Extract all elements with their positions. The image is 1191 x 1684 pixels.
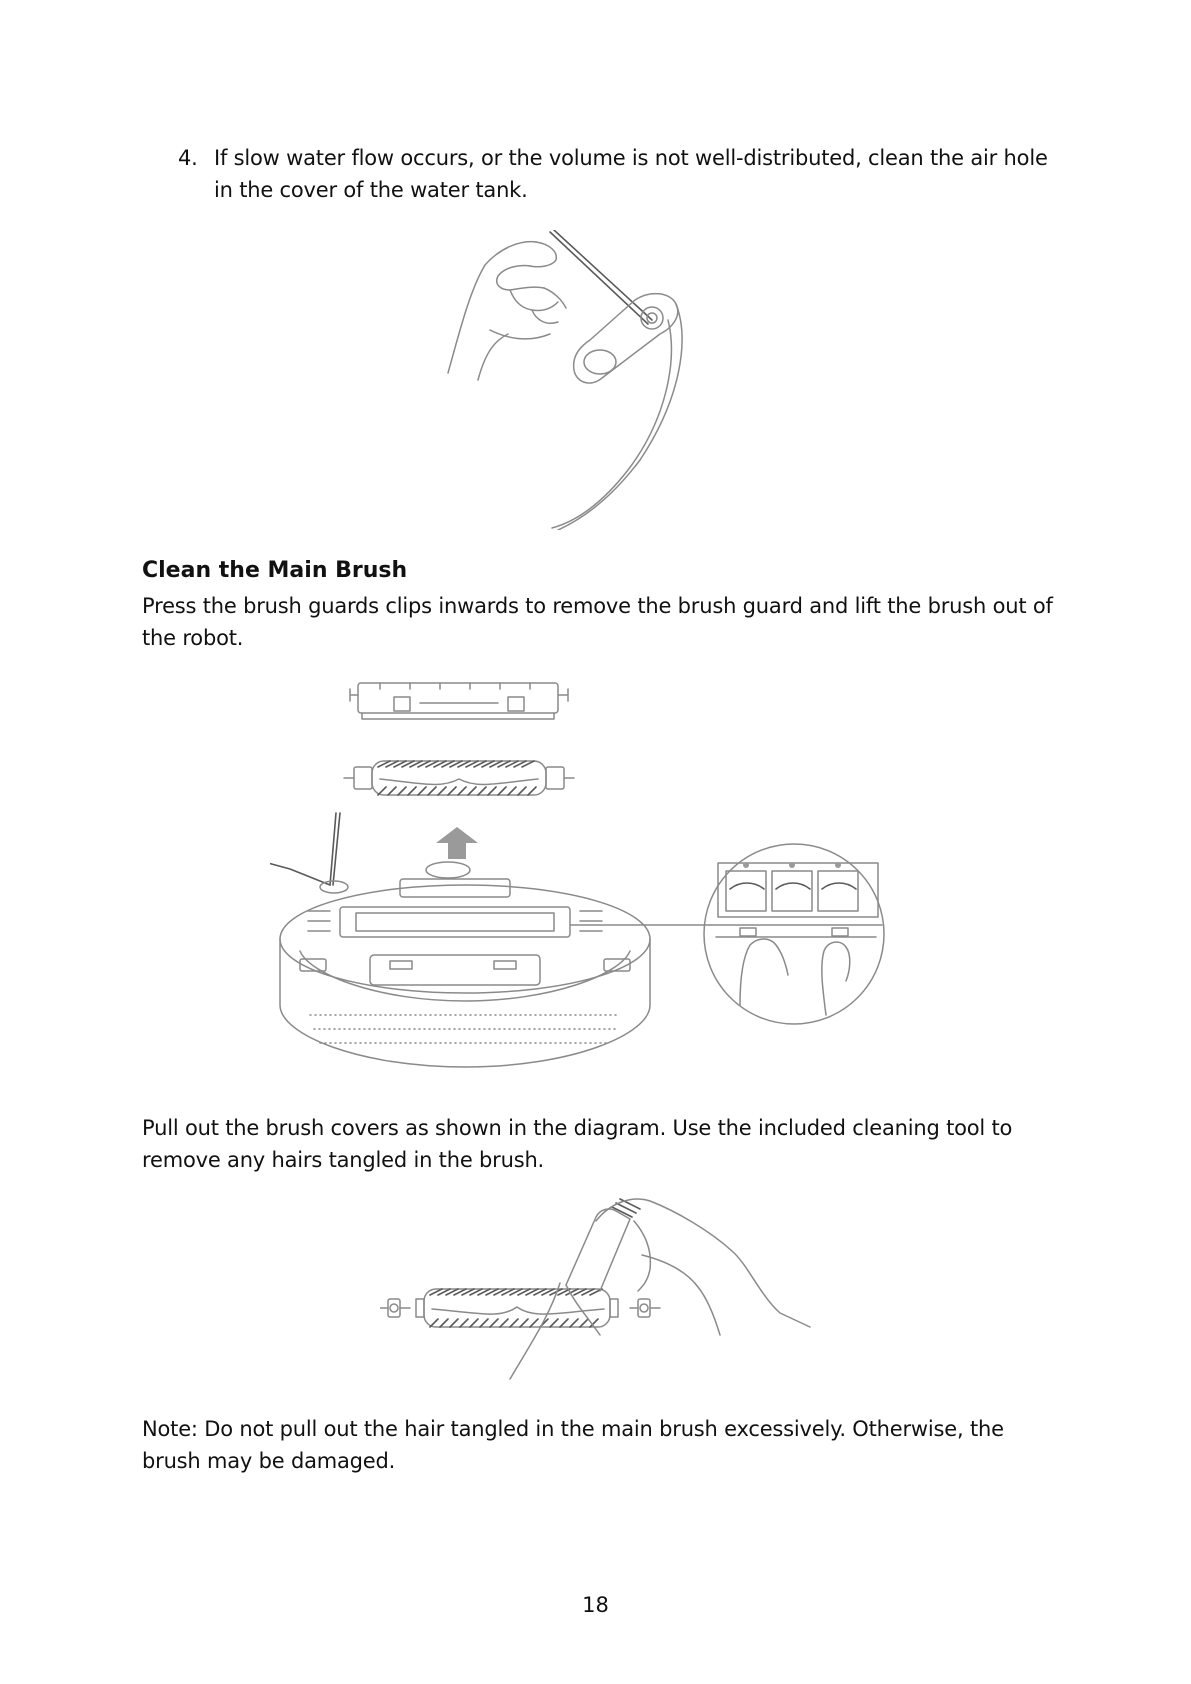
robot-underside-drawing — [270, 813, 710, 1067]
step-text: If slow water flow occurs, or the volume is not well-distributed, clean the air hole in the cover of the water tank. — [214, 146, 1048, 202]
clip-zoom-drawing — [704, 844, 884, 1024]
section-heading: Clean the Main Brush — [142, 558, 408, 583]
brush-guard-drawing — [350, 683, 568, 719]
brush-cleaning-illustration — [380, 1195, 820, 1385]
section-intro: Press the brush guards clips inwards to remove the brush guard and lift the brush out of the robot. — [142, 594, 1053, 650]
step-number: 4. — [178, 146, 198, 170]
main-brush-drawing — [344, 761, 574, 795]
brush-removal-illustration — [270, 675, 910, 1085]
tank-cleaning-illustration — [440, 230, 700, 530]
brush-cleaning-instruction: Pull out the brush covers as shown in the diagram. Use the included cleaning tool to remove any hairs tangled in the brush. — [142, 1116, 1013, 1172]
page-number: 18 — [582, 1593, 609, 1617]
lift-arrow-icon — [436, 827, 478, 859]
warning-note: Note: Do not pull out the hair tangled in the main brush excessively. Otherwise, the brush may be damaged. — [142, 1417, 1004, 1473]
